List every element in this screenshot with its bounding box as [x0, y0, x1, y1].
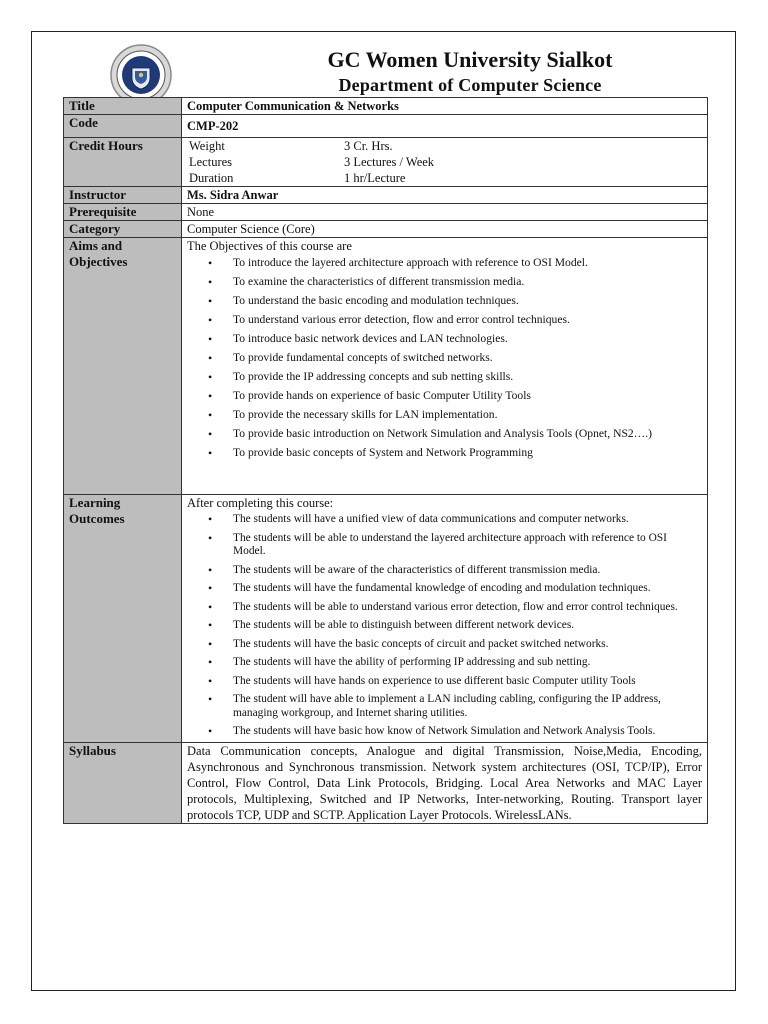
- code-label: Code: [64, 115, 182, 138]
- list-item: • To examine the characteristics of different transmission media.: [233, 273, 702, 292]
- title-label: Title: [64, 98, 182, 115]
- list-item: • To provide the necessary skills for LAN implementation.: [233, 406, 702, 425]
- list-item: • To provide basic introduction on Network Simulation and Analysis Tools (Opnet, NS2….): [233, 425, 702, 444]
- credit-hours-row: [64, 138, 708, 187]
- outcomes-label-line2: Outcomes: [69, 511, 125, 526]
- list-item: • To introduce the layered architecture approach with reference to OSI Model.: [233, 254, 702, 273]
- category-row: [64, 221, 708, 238]
- list-item: • To understand various error detection, flow and error control techniques.: [233, 311, 702, 330]
- title-row: [64, 98, 708, 115]
- list-item: • To provide hands on experience of basic Computer Utility Tools: [233, 387, 702, 406]
- credit-hours-label: Credit Hours: [64, 138, 182, 187]
- outcomes-intro: After completing this course:: [187, 496, 334, 510]
- outcomes-label: [64, 495, 182, 743]
- list-item: • To understand the basic encoding and modulation techniques.: [233, 292, 702, 311]
- outcomes-row: [64, 495, 708, 743]
- course-outline-table: [63, 97, 708, 824]
- code-row: [64, 115, 708, 138]
- list-item: • To introduce basic network devices and LAN technologies.: [233, 330, 702, 349]
- university-name: GC Women University Sialkot: [327, 47, 613, 72]
- syllabus-text: Data Communication concepts, Analogue and digital Transmission, Noise,Media, Encoding, Asynchronous and Synchronous transmission. Network system architectures (OSI, TCP/IP), Error Control, Flow Control, Data Link Protocols, Bridging. Local Area Networks and MAC Layer protocols, Multiplexing, Switched and IP Networks, Inter-networking, Routing. Transport layer protocols TCP, UDP and SCTP. Application Layer Protocols. WirelessLANs.: [182, 742, 708, 823]
- duration-key: Duration: [189, 171, 234, 185]
- credit-hours-grid: [187, 138, 702, 186]
- department-name: Department of Computer Science: [338, 75, 602, 95]
- aims-label-line2: Objectives: [69, 254, 128, 269]
- list-item: • The students will have the ability of performing IP addressing and sub netting.: [233, 654, 702, 673]
- instructor-row: [64, 187, 708, 204]
- list-item: • The students will be aware of the characteristics of different transmission media.: [233, 562, 702, 581]
- prerequisite-value: None: [182, 204, 708, 221]
- credit-hours-value: [182, 138, 708, 187]
- list-item: • The students will be able to understand the layered architecture approach with reference to OSI Model.: [233, 530, 702, 562]
- prerequisite-label: Prerequisite: [64, 204, 182, 221]
- code-value: CMP-202: [182, 115, 708, 138]
- list-item: • The student will have able to implement a LAN including cabling, configuring the IP address, managing workgroup, and Internet sharing utilities.: [233, 691, 702, 723]
- list-item: • The students will have the fundamental knowledge of encoding and modulation techniques.: [233, 580, 702, 599]
- outcomes-list: [187, 511, 702, 742]
- list-item: • The students will have the basic concepts of circuit and packet switched networks.: [233, 636, 702, 655]
- lectures-value: 3 Lectures / Week: [344, 155, 435, 169]
- list-item: • To provide fundamental concepts of switched networks.: [233, 349, 702, 368]
- list-item: • The students will have basic how know of Network Simulation and Network Analysis Tools.: [233, 723, 702, 742]
- aims-value: [182, 238, 708, 495]
- list-item: • To provide the IP addressing concepts and sub netting skills.: [233, 368, 702, 387]
- title-value: Computer Communication & Networks: [182, 98, 708, 115]
- outcomes-value: [182, 495, 708, 743]
- list-item: • The students will have hands on experience to use different basic Computer utility Tools: [233, 673, 702, 692]
- duration-value: 1 hr/Lecture: [344, 171, 406, 185]
- instructor-label: Instructor: [64, 187, 182, 204]
- instructor-value: Ms. Sidra Anwar: [182, 187, 708, 204]
- list-item: • To provide basic concepts of System and Network Programming: [233, 444, 702, 463]
- syllabus-row: [64, 742, 708, 823]
- prerequisite-row: [64, 204, 708, 221]
- aims-list: [187, 254, 702, 463]
- category-label: Category: [64, 221, 182, 238]
- category-value: Computer Science (Core): [182, 221, 708, 238]
- list-item: • The students will be able to understand various error detection, flow and error control techniques.: [233, 599, 702, 618]
- list-item: • The students will have a unified view of data communications and computer networks.: [233, 511, 702, 530]
- aims-intro: The Objectives of this course are: [187, 239, 352, 253]
- aims-row: [64, 238, 708, 495]
- outcomes-label-line1: Learning: [69, 495, 121, 510]
- lectures-key: Lectures: [189, 155, 233, 169]
- aims-label-line1: Aims and: [69, 238, 123, 253]
- weight-value: 3 Cr. Hrs.: [344, 139, 393, 153]
- list-item: • The students will be able to distinguish between different network devices.: [233, 617, 702, 636]
- aims-label: [64, 238, 182, 495]
- weight-key: Weight: [189, 139, 225, 153]
- syllabus-label: Syllabus: [64, 742, 182, 823]
